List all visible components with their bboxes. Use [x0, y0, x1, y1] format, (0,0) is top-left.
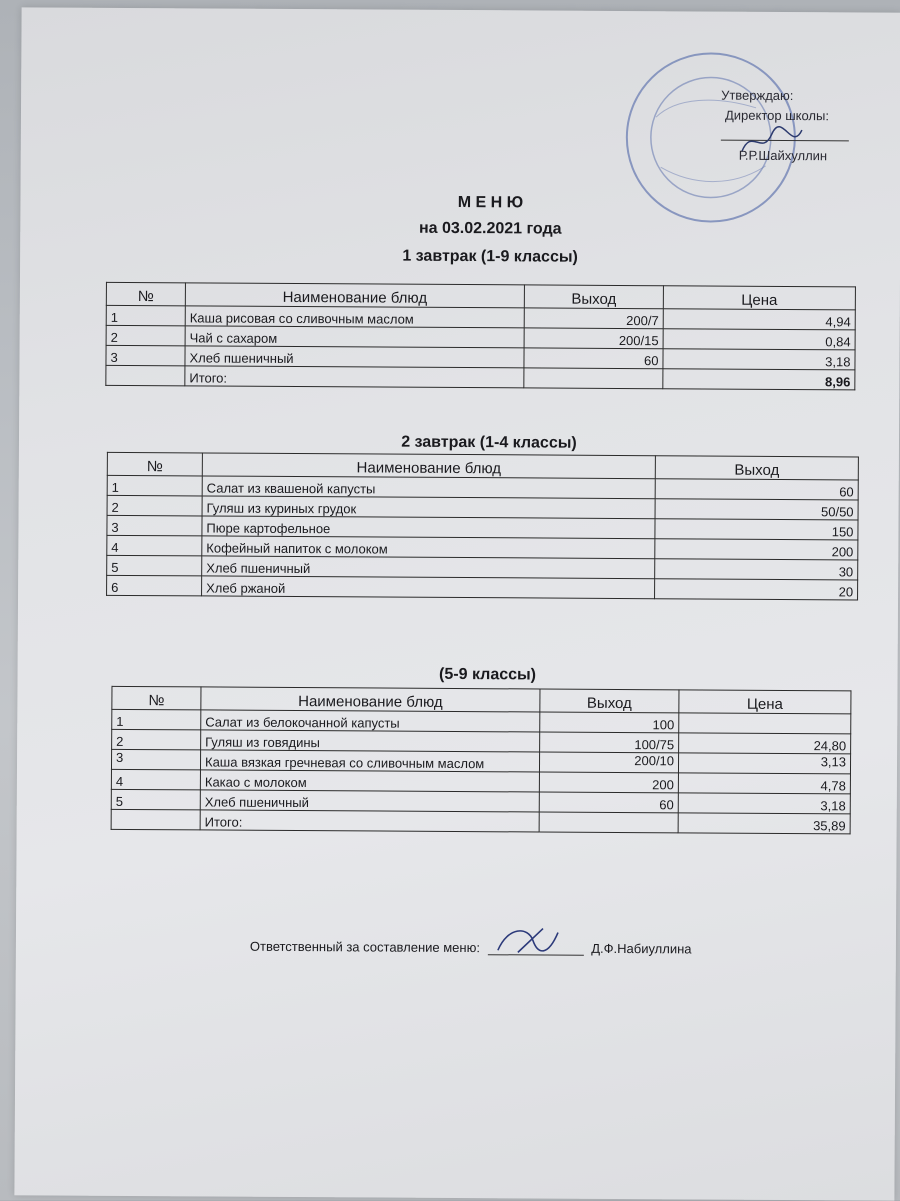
total-label: Итого:	[185, 366, 524, 388]
approval-line1: Утверждаю:	[721, 87, 794, 104]
menu-date: на 03.02.2021 года	[418, 219, 562, 238]
section-2-title: 2 завтрак (1-4 классы)	[401, 433, 577, 452]
grades-5-9-table	[111, 686, 852, 835]
total-row	[111, 809, 850, 834]
total-row	[106, 365, 855, 390]
director-name: Р.Р.Шайхуллин	[738, 147, 828, 164]
total-value: 8,96	[663, 369, 855, 390]
table-row: 1 Каша рисовая со сливочным маслом 200/7 4,94	[106, 305, 855, 330]
approval-line2: Директор школы:	[724, 107, 830, 124]
responsible-name: Д.Ф.Набиуллина	[591, 940, 692, 957]
col-num: №	[107, 452, 202, 476]
table-row: 4 Какао с молоком 200 4,78	[111, 769, 850, 794]
table-row: 1 Салат из квашеной капусты 60	[107, 475, 858, 500]
col-output: Выход	[540, 689, 679, 713]
footer	[250, 939, 692, 957]
page-title: М Е Н Ю	[457, 193, 524, 212]
breakfast-1-table	[105, 282, 856, 391]
col-num: №	[112, 686, 201, 710]
col-dish: Наименование блюд	[202, 453, 655, 479]
table-row: 2 Гуляш из куриных грудок 50/50	[107, 495, 858, 520]
col-output: Выход	[524, 285, 663, 309]
col-num: №	[106, 282, 185, 305]
col-price: Цена	[679, 690, 851, 714]
col-output: Выход	[655, 456, 858, 480]
document-sheet	[14, 7, 900, 1200]
table-row: 3 Пюре картофельное 150	[107, 515, 858, 540]
section-3-title: (5-9 классы)	[439, 665, 537, 684]
responsible-signature	[488, 922, 578, 959]
footer-label: Ответственный за составление меню:	[249, 938, 481, 956]
table-row: 5 Хлеб пшеничный 30	[107, 555, 858, 580]
table-row: 4 Кофейный напиток с молоком 200	[107, 535, 858, 560]
col-dish: Наименование блюд	[185, 283, 524, 308]
table-row: 2 Гуляш из говядины 100/75 24,80	[112, 729, 851, 754]
table-row: 3 Каша вязкая гречневая со сливочным маслом 200/10 3,13	[111, 749, 850, 774]
table-row: 5 Хлеб пшеничный 60 3,18	[111, 789, 850, 814]
total-label: Итого:	[200, 810, 539, 832]
table-row: 3 Хлеб пшеничный 60 3,18	[106, 345, 855, 370]
approval-block	[721, 86, 829, 127]
col-price: Цена	[663, 286, 855, 310]
breakfast-2-table	[106, 452, 859, 601]
signature-line	[488, 940, 584, 956]
col-dish: Наименование блюд	[201, 687, 540, 712]
section-1-title: 1 завтрак (1-9 классы)	[402, 247, 578, 266]
total-value: 35,89	[678, 813, 850, 834]
table-row: 1 Салат из белокочанной капусты 100	[112, 709, 851, 734]
table-row: 6 Хлеб ржаной 20	[107, 575, 858, 600]
table-row: 2 Чай с сахаром 200/15 0,84	[106, 325, 855, 350]
